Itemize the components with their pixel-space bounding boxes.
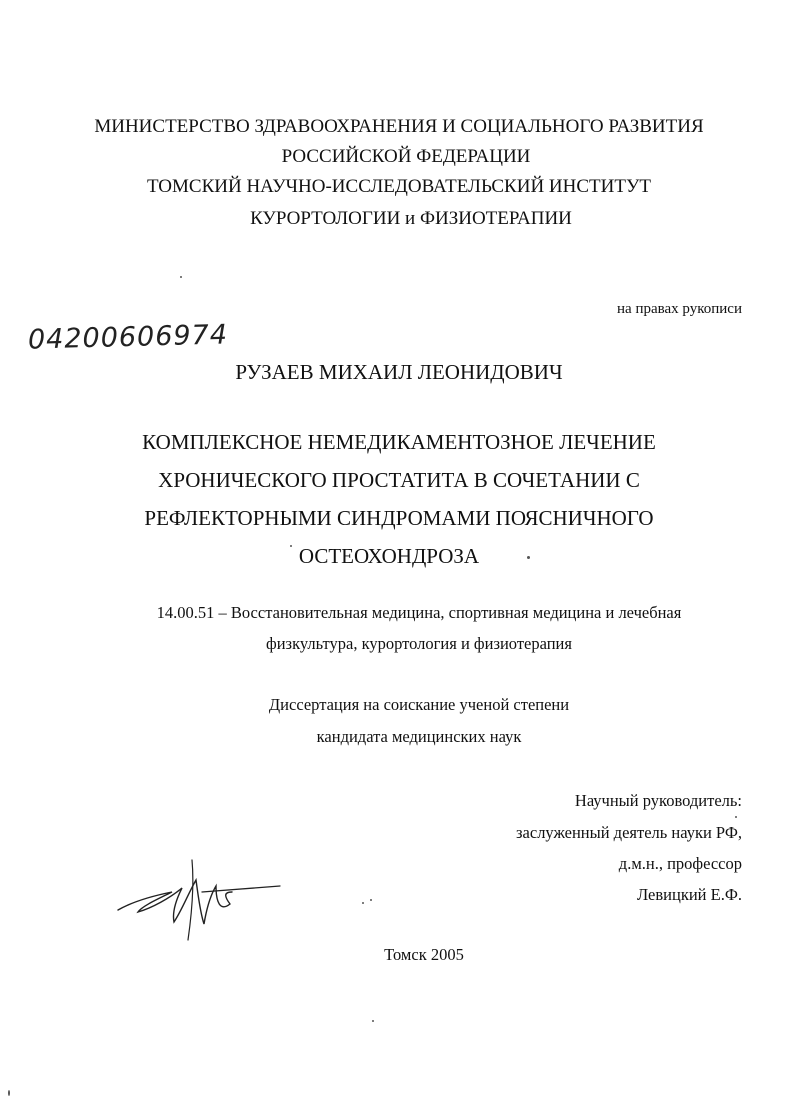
scan-speck [370,899,372,901]
supervisor-rank: д.м.н., профессор [618,854,742,873]
rights-note: на правах рукописи [617,301,742,317]
scan-speck [372,1020,374,1022]
scan-speck [180,276,182,278]
scan-speck [362,902,364,904]
place-and-year: Томск 2005 [384,945,464,964]
specialty-line-1: 14.00.51 – Восстановительная медицина, спортивная медицина и лечебная [156,603,682,622]
specialty-line-2: физкультура, курортология и физиотерапия [266,634,572,653]
scan-speck [8,1090,10,1096]
handwritten-signature [112,852,282,942]
institute-line: ТОМСКИЙ НАУЧНО-ИССЛЕДОВАТЕЛЬСКИЙ ИНСТИТУТ [146,176,652,197]
degree-line-2: кандидата медицинских наук [316,727,522,746]
handwritten-archive-number: 04200606974 [27,319,229,356]
supervisor-label: Научный руководитель: [574,791,742,810]
supervisor-name: Левицкий Е.Ф. [636,885,742,904]
thesis-title-line-1: КОМПЛЕКСНОЕ НЕМЕДИКАМЕНТОЗНОЕ ЛЕЧЕНИЕ [142,430,656,454]
thesis-title-line-3: РЕФЛЕКТОРНЫМИ СИНДРОМАМИ ПОЯСНИЧНОГО [144,506,654,530]
scan-speck [527,556,530,559]
ministry-line: МИНИСТЕРСТВО ЗДРАВООХРАНЕНИЯ И СОЦИАЛЬНОГО РАЗВИТИЯ [94,116,704,137]
scan-speck [735,816,737,818]
federation-line: РОССИЙСКОЙ ФЕДЕРАЦИИ [281,146,531,167]
thesis-title-line-4: ОСТЕОХОНДРОЗА [298,544,480,568]
scan-speck [290,545,292,547]
thesis-title-line-2: ХРОНИЧЕСКОГО ПРОСТАТИТА В СОЧЕТАНИИ С [158,468,640,492]
institute-subject-line: КУРОРТОЛОГИИ и ФИЗИОТЕРАПИИ [250,208,572,229]
supervisor-title: заслуженный деятель науки РФ, [516,823,742,842]
degree-line-1: Диссертация на соискание ученой степени [268,695,570,714]
author-name: РУЗАЕВ МИХАИЛ ЛЕОНИДОВИЧ [235,360,563,384]
